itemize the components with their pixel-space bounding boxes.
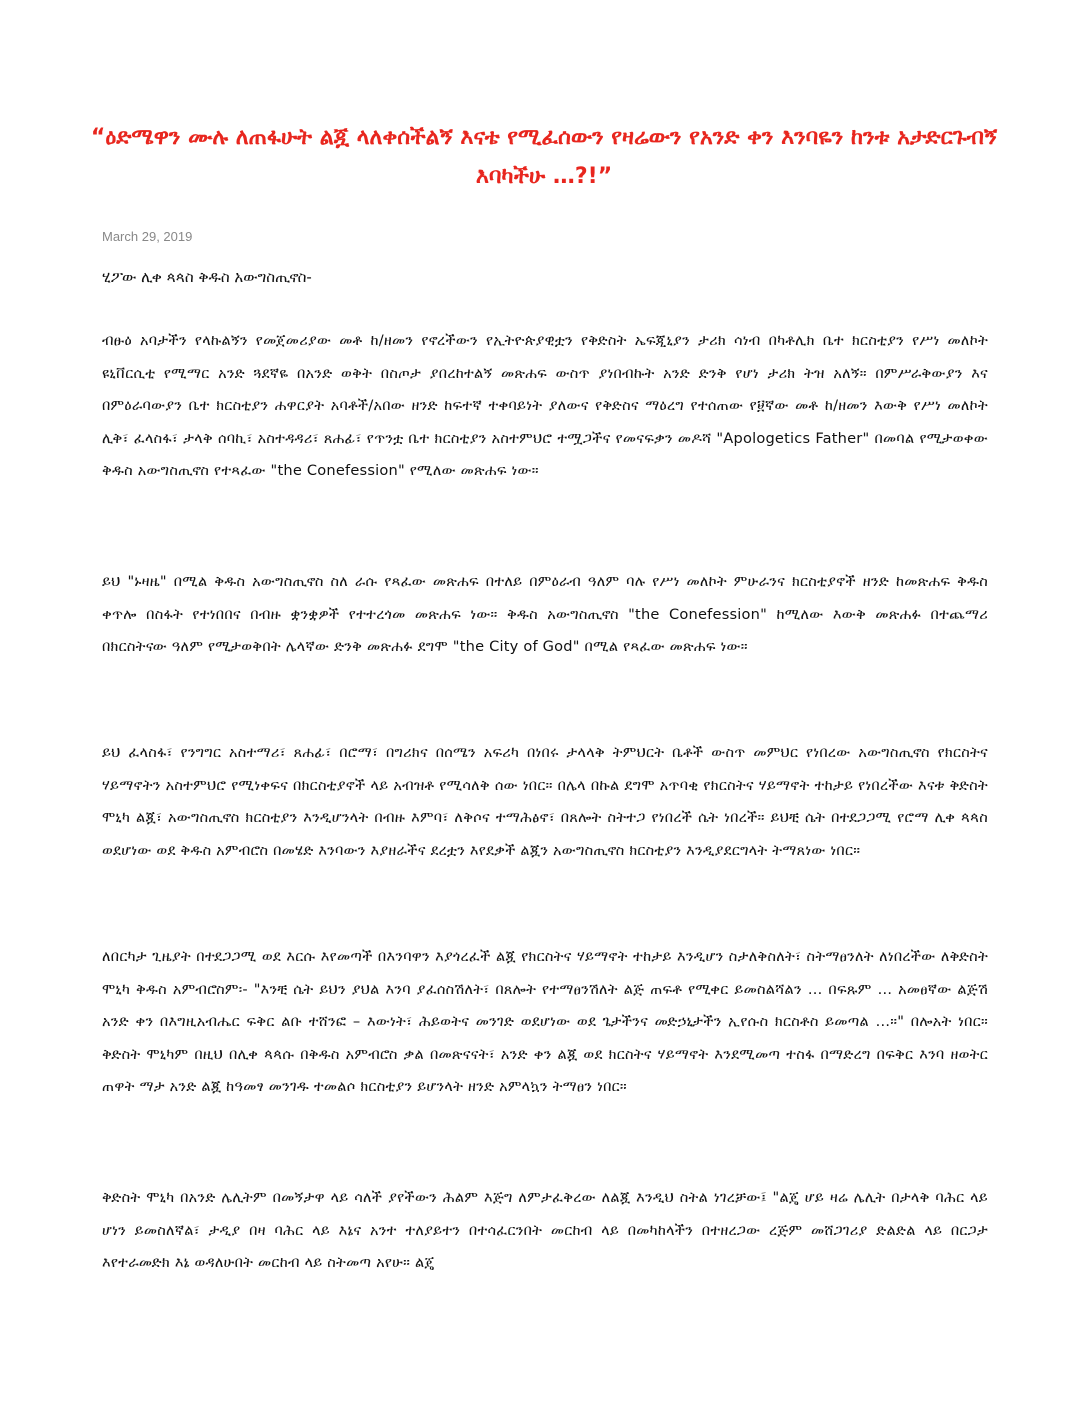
- paragraph-5: ቅድስት ሞኒካ በአንድ ሌሊትም በመኝታዋ ላይ ሳለች ያየችውን ሕልም እጅግ ለምታፈቅረው ለልጇ እንዲህ ስትል ነገረቻው፤ "ልጄ ሆይ ዛሬ ሌሊት በታላቅ ባሕር ላይ ሆነን ይመስለኛል፣ ታዲያ በዛ ባሕር ላይ እኔና አንተ ተለያይተን በተሳፈርንበት መርከብ ላይ በመካከላችን በተዘረጋው ረጅም መሸጋገሪያ ድልድል ላይ በርጋታ እየተራመድክ እኔ ወዳለሁበት መርከብ ላይ ስትመጣ አየሁ። ልጄ: [102, 1189, 988, 1272]
- paragraph-3: ይህ ፈላስፋ፣ የንግግር አስተማሪ፣ ጸሐፊ፣ በሮማ፣ በግሪክና በሰሜን አፍሪካ በነበሩ ታላላቅ ትምህርት ቤቶች ውስጥ መምህር የነበረው አውግስጢኖስ የክርስትና ሃይማኖትን አስተምህሮ የሚነቀፍና በክርስቲያኖች ላይ አብዝቶ የሚሳለቅ ሰው ነበር። በሌላ በኩል ደግሞ አጥባቂ የክርስትና ሃይማኖት ተከታይ የነበረችው እናቱ ቅድስት ሞኒካ ልጇ፣ አውግስጢኖስ ክርስቲያን እንዲሆንላት በብዙ እምባ፣ ለቅሶና ተማሕፅኖ፣ በጸሎት ስትተጋ የነበረች ሴት ነበረች። ይህቺ ሴት በተደጋጋሚ የሮማ ሊቀ ጳጳስ ወደሆነው ወደ ቅዱስ አምብሮስ በመሄድ እንባውን እያዘራችና ደረቷን እየደቃች ልጇን አውግስጢኖስ ክርስቲያን እንዲያደርግላት ትማጸነው ነበር።: [102, 744, 988, 859]
- paragraph-2: ይህ "ኑዛዜ" በሚል ቅዱስ አውግስጢኖስ ስለ ራሱ የጻፈው መጽሐፍ በተለይ በምዕራብ ዓለም ባሉ የሥነ መለኮት ምሁራንና ክርስቲያኖች ዘንድ ከመጽሐፍ ቅዱስ ቀጥሎ በስፋት የተነበበና በብዙ ቋንቋዎች የተተረጎመ መጽሐፍ ነው። ቅዱስ አውግስጢኖስ "the Conefession" ከሚለው እውቅ መጽሐፉ በተጨማሪ በክርስትናው ዓለም የሚታወቅበት ሌላኛው ድንቅ መጽሐፉ ደግሞ "the City of God" በሚል የጻፈው መጽሐፍ ነው።: [102, 573, 988, 656]
- author-line: ሂፖው ሊቀ ጳጳስ ቅዱስ አውግስጢኖስ-: [102, 268, 312, 286]
- article-title: “ዕድሜዋን ሙሉ ለጠፋሁት ልጇ ላለቀሰችልኝ እናቴ የሚፈሰውን የዛሬውን የአንድ ቀን እንባዬን ከንቱ አታድርጉብኝ እባካችሁ …?!”: [90, 125, 998, 189]
- paragraph-1: ብፁዕ አባታችን የላኩልኝን የመጀመሪያው መቶ ከ/ዘመን የኖረችውን የኢትዮጵያዊቷን የቅድስት ኤፍጂኒያን ታሪክ ሳነብ በካቶሊክ ቤተ ክርስቲያን የሥነ መለኮት ዩኒቨርሲቲ የሚማር አንድ ጓደኛዬ በአንድ ወቅት በስጦታ ያበረከተልኝ መጽሐፍ ውስጥ ያነበብኩት አንድ ድንቅ የሆነ ታሪክ ትዝ አለኝ። በምሥራቅውያን እና በምዕራባውያን ቤተ ክርስቲያን ሐዋርያት አባቶች/አበው ዘንድ ከፍተኛ ተቀባይነት ያለውና የቅድስና ማዕረግ የተሰጠው የ፱ኛው መቶ ከ/ዘመን እውቅ የሥነ መለኮት ሊቅ፣ ፈላስፋ፣ ታላቅ ሰባኪ፣ አስተዳዳሪ፣ ጸሐፊ፣ የጥንቷ ቤተ ክርስቲያን አስተምህሮ ተሟጋችና የመናፍቃን መዶሻ "Apologetics Father" በመባል የሚታወቀው ቅዱስ አውግስጢኖስ የተጻፈው "the Conefession" የሚለው መጽሐፍ ነው።: [102, 332, 988, 480]
- paragraph-4: ለበርካታ ጊዜያት በተደጋጋሚ ወደ እርሱ እየመጣች በእንባዋን እያጎረፈች ልጇ የክርስትና ሃይማኖት ተከታይ እንዲሆን ስታለቅስለት፣ ስትማፀንለት ለነበረችው ለቅድስት ሞኒካ ቅዱስ አምብሮስም፡- "እንቺ ሴት ይህን ያህል እንባ ያፈሰስሽለት፣ በጸሎት የተማፀንሽለት ልጅ ጠፍቶ የሚቀር ይመስልሻልን … በፍጹም … አመፀኛው ልጅሽ አንድ ቀን በእግዚአብሔር ፍቅር ልቡ ተሸንፎ – እውነት፣ ሕይወትና መንገድ ወደሆነው ወደ ጌታችንና መድኃኒታችን ኢየሱስ ክርስቶስ ይመጣል …።" በሎአት ነበር። ቅድስት ሞኒካም በዚህ በሊቀ ጳጳሱ በቅዱስ አምብሮስ ቃል በመጽናናት፣ አንድ ቀን ልጇ ወደ ክርስትና ሃይማኖት እንደሚመጣ ተስፋ በማድረግ በፍቅር እንባ ዘወትር ጠዋት ማታ አንድ ልጇ ከዓመፃ መንገዱ ተመልሶ ክርስቲያን ይሆንላት ዘንድ አምላኳን ትማፀን ነበር።: [102, 948, 988, 1096]
- publish-date: March 29, 2019: [102, 229, 193, 244]
